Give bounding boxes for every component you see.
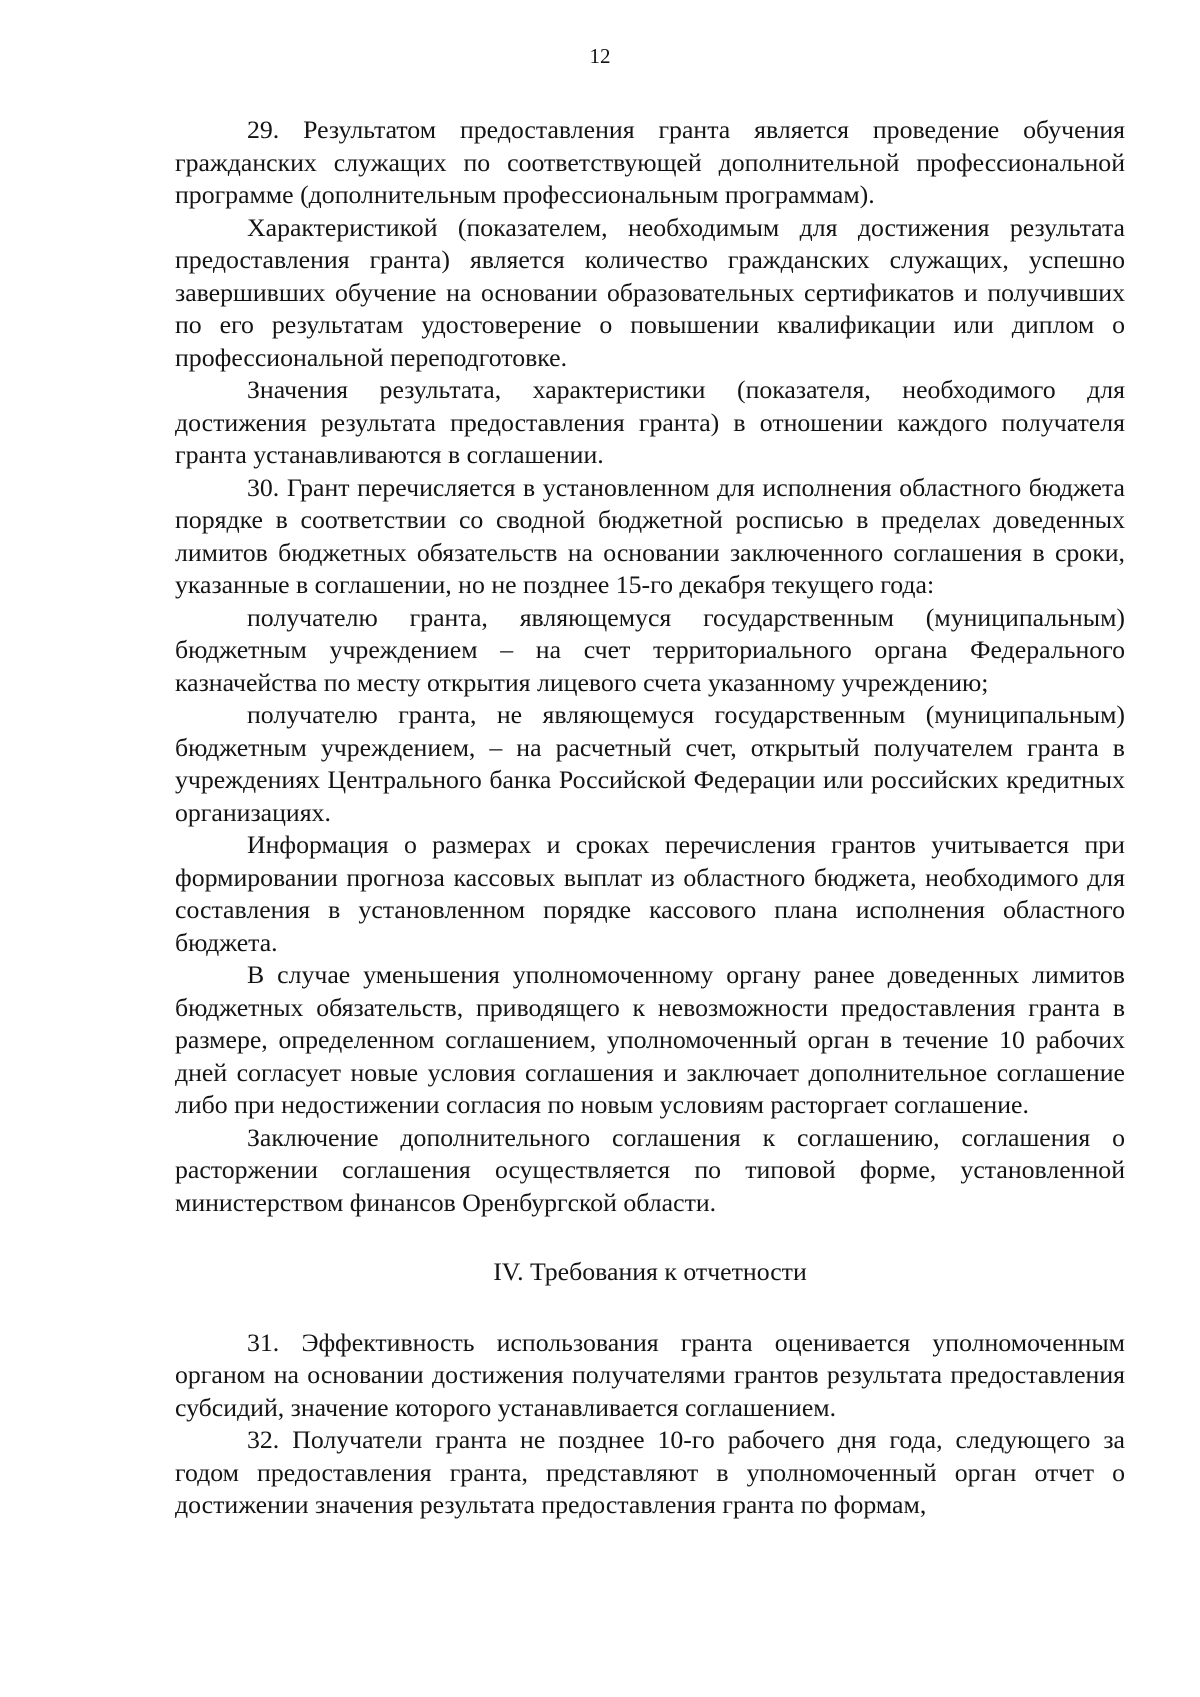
paragraph-29: 29. Результатом предоставления гранта является проведение обучения гражданских служащих по соответствующей дополнительной профессиональной программе (дополнительным профессиональным программам). <box>175 115 1125 209</box>
paragraph-characteristic: Характеристикой (показателем, необходимым для достижения результата предоставления гранта) является количество гражданских служащих, успешно завершивших обучение на основании образовательных сертификатов и получивших по его результатам удостоверение о повышении квалификации или диплом о профессиональной переподготовке. <box>175 212 1125 372</box>
paragraph-limits-reduction: В случае уменьшения уполномоченному органу ранее доведенных лимитов бюджетных обязательств, приводящего к невозможности предоставления гранта в размере, определенном соглашением, уполномоченный орган в течение 10 рабочих дней согласует новые условия соглашения и заключает дополнительное соглашение либо при недостижении согласия по новым условиям расторгает соглашение. <box>175 960 1125 1119</box>
paragraph-values: Значения результата, характеристики (показателя, необходимого для достижения результата предоставления гранта) в отношении каждого получателя гранта устанавливаются в соглашении. <box>175 375 1125 469</box>
paragraph-budget-institution: получателю гранта, являющемуся государственным (муниципальным) бюджетным учреждением – на счет территориального органа Федерального казначейства по месту открытия лицевого счета указанному учреждению; <box>175 602 1125 697</box>
paragraph-30: 30. Грант перечисляется в установленном для исполнения областного бюджета порядке в соответствии со сводной бюджетной росписью в пределах доведенных лимитов бюджетных обязательств на основании заключенного соглашения в сроки, указанные в соглашении, но не позднее 15-го декабря текущего года: <box>175 472 1125 599</box>
paragraph-additional-agreement: Заключение дополнительного соглашения к соглашению, соглашения о расторжении соглашения осуществляется по типовой форме, установленной министерством финансов Оренбургской области. <box>175 1122 1125 1217</box>
paragraph-cash-forecast: Информация о размерах и сроках перечисления грантов учитывается при формировании прогноза кассовых выплат из областного бюджета, необходимого для составления в установленном порядке кассового плана исполнения областного бюджета. <box>175 830 1125 957</box>
paragraph-non-budget-institution: получателю гранта, не являющемуся государственным (муниципальным) бюджетным учреждением, – на расчетный счет, открытый получателем гранта в учреждениях Центрального банка Российской Федерации или российских кредитных организациях. <box>175 700 1125 827</box>
paragraph-32: 32. Получатели гранта не позднее 10-го рабочего дня года, следующего за годом предоставления гранта, представляют в уполномоченный орган отчет о достижении значения результата предоставления гранта по формам, <box>175 1425 1125 1519</box>
document-body <box>175 114 1125 1522</box>
section-heading: IV. Требования к отчетности <box>493 1257 807 1286</box>
paragraph-31: 31. Эффективность использования гранта оценивается уполномоченным органом на основании достижения получателями грантов результата предоставления субсидий, значение которого устанавливается соглашением. <box>175 1327 1125 1422</box>
page-number: 12 <box>589 44 611 68</box>
